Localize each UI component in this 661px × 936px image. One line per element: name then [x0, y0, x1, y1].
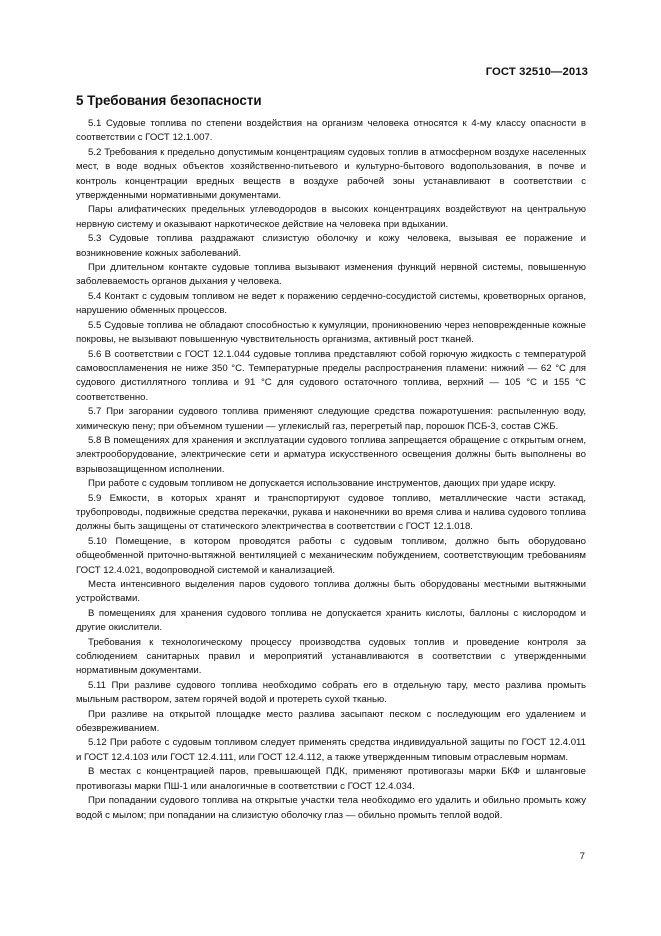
paragraph: 5.1 Судовые топлива по степени воздействия на организм человека относятся к 4-му классу опасности в соответствии с ГОСТ 12.1.007.	[76, 118, 586, 144]
paragraph: 5.11 При разливе судового топлива необходимо собрать его в отдельную тару, место разлива промыть мыльным раствором, затем горячей водой и протереть сухой тканью.	[76, 679, 586, 706]
paragraph: Пары алифатических предельных углеводородов в высоких концентрациях воздействуют на центральную нервную систему и оказывают наркотическое действие на человека при вдыхании.	[76, 204, 586, 230]
page-number: 7	[579, 851, 585, 862]
paragraph: 5.9 Емкости, в которых хранят и транспортируют судовое топливо, металлические части эстакад, трубопроводы, подвижные средства перекачки, рукава и наконечники во время слива и налива судового топлива должны быть защищены от статического электричества в соответствии с ГОСТ 12.1.018.	[76, 492, 586, 533]
paragraph: Места интенсивного выделения паров судового топлива должны быть оборудованы местными вытяжными устройствами.	[76, 579, 586, 605]
paragraph: При попадании судового топлива на открытые участки тела необходимо его удалить и обильно промыть кожу водой с мылом; при попадании на слизистую оболочку глаз — обильно промыть теплой водой.	[76, 795, 586, 821]
paragraph: В помещениях для хранения судового топлива не допускается хранить кислоты, баллоны с кислородом и другие окислители.	[76, 607, 586, 634]
paragraph: 5.3 Судовые топлива раздражают слизистую оболочку и кожу человека, вызывая ее поражение и возникновение кожных заболеваний.	[76, 233, 586, 259]
paragraph: 5.10 Помещение, в котором проводятся работы с судовым топливом, должно быть оборудовано общеобменной приточно-вытяжной вентиляцией с механическим побуждением, соответствующим требованиям ГОСТ 12.4.021, водопроводной системой и канализацией.	[76, 535, 586, 576]
paragraph: При разливе на открытой площадке место разлива засыпают песком с последующим его удалением и обезвреживанием.	[76, 708, 586, 735]
paragraph: 5.4 Контакт с судовым топливом не ведет к поражению сердечно-сосудистой системы, кроветворных органов, нарушению обменных процессов.	[76, 290, 586, 317]
paragraph: 5.6 В соответствии с ГОСТ 12.1.044 судовые топлива представляют собой горючую жидкость с температурой самовоспламенения не ниже 350 °С. Температурные пределы распространения пламени: нижний — 62 °С для судового дистиллятного топлива и 91 °С для судового остаточного топлива, верхний — 105 °С и 155 °С соответственно.	[76, 348, 586, 403]
paragraph: В местах с концентрацией паров, превышающей ПДК, применяют противогазы марки БКФ и шланговые противогазы марки ПШ-1 или аналогичные в соответствии с ГОСТ 12.4.034.	[76, 766, 586, 792]
document-body	[76, 117, 586, 823]
section-title: 5 Требования безопасности	[76, 93, 262, 108]
paragraph: 5.8 В помещениях для хранения и эксплуатации судового топлива запрещается обращение с открытым огнем, электрооборудование, электрические сети и арматура искусственного освещения должны быть выполнены во взрывозащищенном исполнении.	[76, 434, 586, 475]
paragraph: 5.2 Требования к предельно допустимым концентрациям судовых топлив в атмосферном воздухе населенных мест, в воде водных объектов хозяйственно-питьевого и культурно-бытового водопользования, в почве и контроль концентрации вредных веществ в воздухе рабочей зоны устанавливают в соответствии с утвержденными нормативными документами.	[76, 146, 586, 202]
paragraph: При длительном контакте судовые топлива вызывают изменения функций нервной системы, повышенную заболеваемость органов дыхания у человека.	[76, 262, 586, 288]
paragraph: 5.7 При загорании судового топлива применяют следующие средства пожаротушения: распыленную воду, химическую пену; при объемном тушении — углекислый газ, перегретый пар, порошок ПСБ-3, состав СЖБ.	[76, 406, 586, 432]
paragraph: 5.5 Судовые топлива не обладают способностью к кумуляции, проникновению через неповрежденные кожные покровы, не вызывают повышенную чувствительность организма, активный рост тканей.	[76, 319, 586, 346]
paragraph: 5.12 При работе с судовым топливом следует применять средства индивидуальной защиты по ГОСТ 12.4.011 и ГОСТ 12.4.103 или ГОСТ 12.4.111, или ГОСТ 12.4.112, а также утвержденным типовым отраслевым нормам.	[76, 737, 586, 763]
paragraph: Требования к технологическому процессу производства судовых топлив и проведение контроля за соблюдением санитарных правил и мероприятий устанавливаются в соответствии с утвержденными нормативным документами.	[76, 636, 586, 677]
document-code: ГОСТ 32510—2013	[485, 66, 588, 78]
paragraph: При работе с судовым топливом не допускается использование инструментов, дающих при ударе искру.	[88, 478, 556, 490]
